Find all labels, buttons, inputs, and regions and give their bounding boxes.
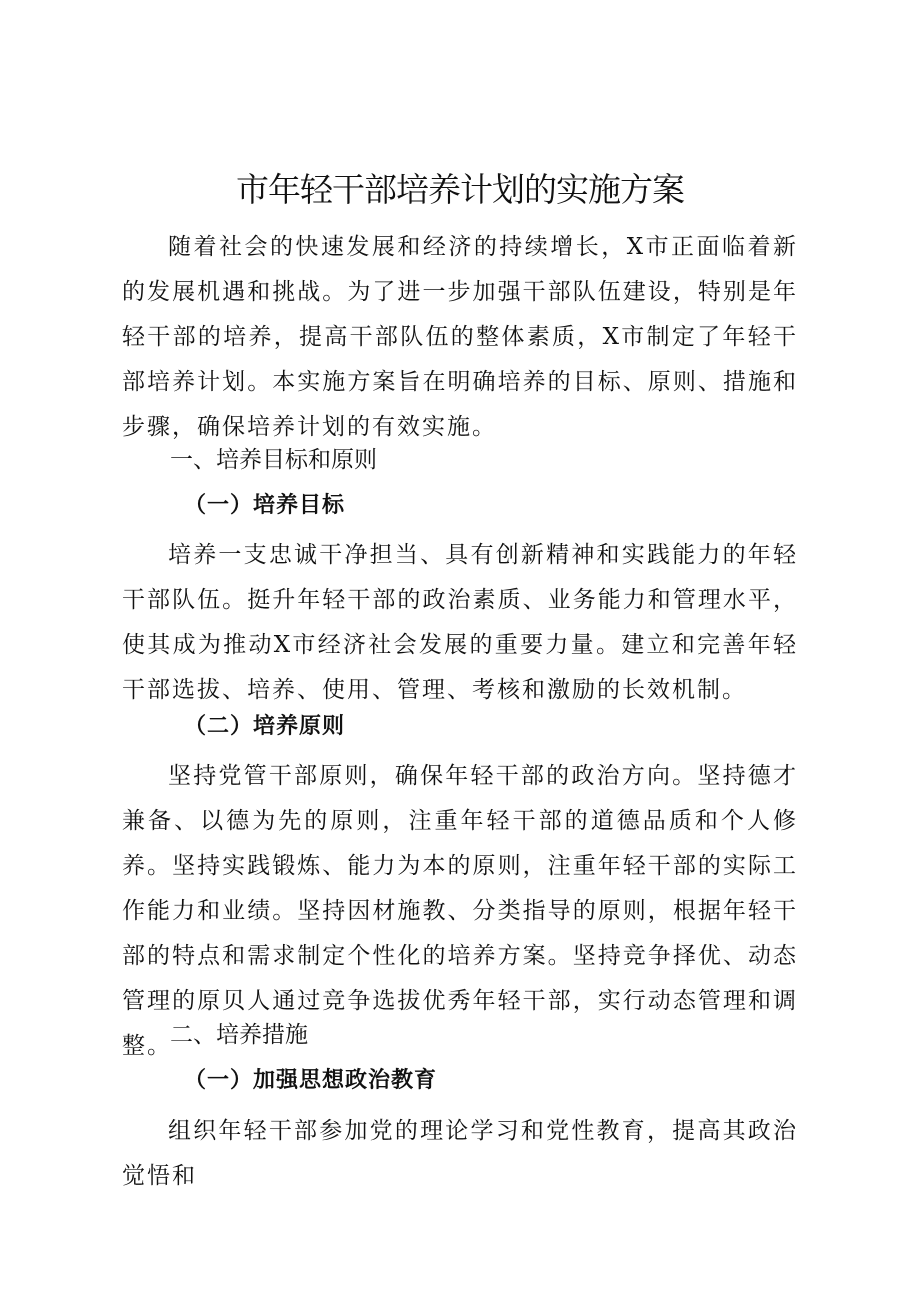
intro-paragraph: 随着社会的快速发展和经济的持续增长，X市正面临着新的发展机遇和挑战。为了进一步加强干部队伍建设，特别是年轻干部的培养，提高干部队伍的整体素质，X市制定了年轻干部培养计划。本实施方案旨在明确培养的目标、原则、措施和步骤，确保培养计划的有效实施。 <box>122 234 798 440</box>
subsection-heading-2-1: （一）加强思想政治教育 <box>184 1067 438 1093</box>
subsection-body-1-2: 坚持党管干部原则，确保年轻干部的政治方向。坚持德才兼备、以德为先的原则，注重年轻干部的道德品质和个人修养。坚持实践锻炼、能力为本的原则，注重年轻干部的实际工作能力和业绩。坚持因材施教、分类指导的原则，根据年轻干部的特点和需求制定个性化的培养方案。坚持竞争择优、动态管理的原贝人通过竞争选拔优秀年轻干部，实行动态管理和调整。 <box>122 763 798 1059</box>
subsection-heading-1-1: （一）培养目标 <box>184 492 346 518</box>
subsection-heading-1-2: （二）培养原则 <box>184 713 346 739</box>
document-title: 市年轻干部培养计划的实施方案 <box>236 170 684 209</box>
subsection-body-2-1: 组织年轻干部参加党的理论学习和党性教育，提高其政治觉悟和 <box>122 1118 798 1189</box>
section-heading-1: 一、培养目标和原则 <box>170 447 377 473</box>
subsection-body-1-1: 培养一支忠诚干净担当、具有创新精神和实践能力的年轻干部队伍。挺升年轻干部的政治素质、业务能力和管理水平，使其成为推动X市经济社会发展的重要力量。建立和完善年轻干部选拔、培养、使用、管理、考核和激励的长效机制。 <box>122 542 798 703</box>
section-heading-2: 二、培养措施 <box>170 1022 308 1048</box>
